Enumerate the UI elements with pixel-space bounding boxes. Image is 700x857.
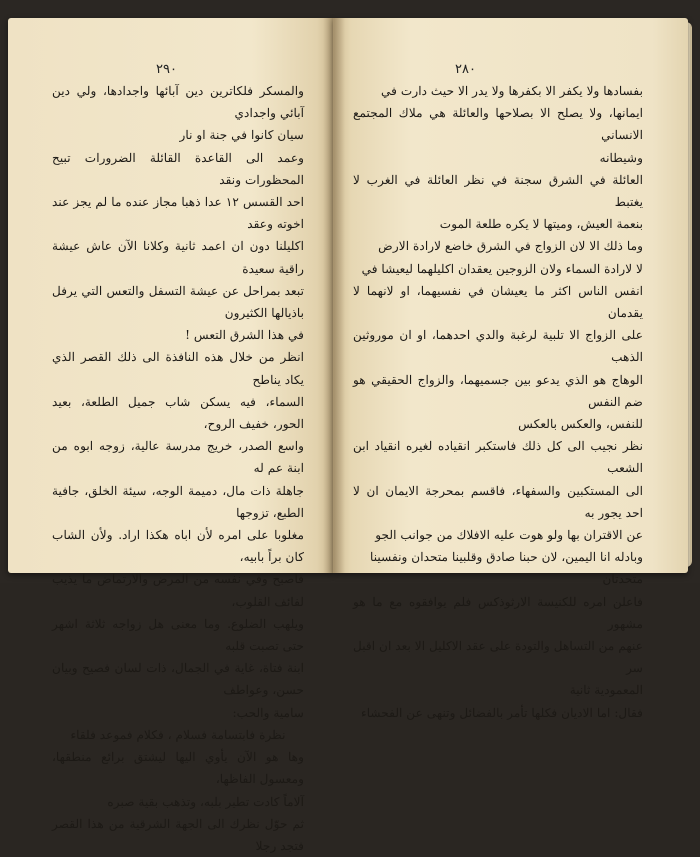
right-page-number: ٢٨٠: [455, 62, 476, 77]
text-line: واسع الصدر، خريج مدرسة عالية، زوجه ابوه من ابنة عم له: [52, 439, 304, 476]
text-line: بفسادها ولا يكفر الا بكفرها ولا يدر الا حيث دارت في: [381, 84, 643, 98]
text-line: الوهاج هو الذي يدعو بين جسميهما، والزواج الحقيقي هو ضم النفس: [353, 372, 643, 409]
text-line: فقال: اما الاديان فكلها تأمر بالفضائل وتنهى عن الفحشاء: [360, 705, 643, 720]
text-line: مغلوبا على امره لأن اباه هكذا اراد. ولأن الشاب كان براً بابيه،: [52, 528, 304, 565]
text-line: الى المستكبين والسفهاء، فاقسم بمحرجة الايمان ان لا احد يجور به: [353, 483, 643, 520]
text-line: بنعمة العيش، وميتها لا يكره طلعة الموت: [439, 217, 643, 232]
text-line: وشيطانه: [599, 150, 643, 165]
left-page-number: ٢٩٠: [156, 62, 177, 77]
text-line: اكليلنا دون ان اعمد ثانية وكلانا الآن عاش عيشة راقية سعيدة: [52, 239, 304, 276]
text-line: لا لارادة السماء ولان الزوجين يعقدان اكليلهما ليعيشا في: [361, 261, 643, 276]
text-line: فاعلن امره للكنيسة الارثوذكس فلم يوافقوه مع ما هو مشهور: [353, 594, 643, 631]
text-line: متحدتان: [602, 572, 643, 587]
text-line: وعمد الى القاعدة القائلة الضرورات تبيح المحظورات ونقد: [52, 150, 304, 187]
text-line: ابنة فتاة، غاية في الجمال، ذات لسان فصيح وبيان حسن، وعواطف: [52, 661, 304, 698]
text-line: العائلة في الشرق سجنة في نظر العائلة في الغرب لا يغتبط: [353, 172, 643, 210]
text-line: على الزواج الا تلبية لرغبة والدي احدهما، او ان موروثين الذهب: [353, 328, 643, 365]
text-line: فاصبح وفي نفسه من المرض والارتماض ما يذيب لفائف القلوب،: [52, 572, 304, 609]
verse-line: نظرة فابتسامة فسلام ، فكلام فموعد فلقاء: [70, 727, 286, 742]
text-line: والمسكر فلكاترين دين آبائها واجدادها، ولي دين آبائي واجدادي: [52, 84, 304, 121]
book-gutter: [323, 18, 345, 573]
left-page-text: [52, 80, 304, 857]
text-line: انفس الناس اكثر ما يعيشان في نفسيهما، او لانهما لا يقدمان: [353, 283, 643, 321]
text-line: وها هو الآن يأوي اليها ليشتق برائع منطقها، ومعسول الفاظها،: [52, 750, 304, 787]
text-line: سامية والحب:: [232, 705, 304, 720]
text-line: ثم حوّل نظرك الى الجهة الشرقية من هذا القصر فتجد رجلا: [52, 816, 304, 853]
text-line: آلاماً كادت تطير بلبه، وتذهب بقية صبره: [107, 794, 304, 809]
text-line: ايمانها، ولا يصلح الا بصلاحها والعائلة هي ملاك المجتمع الانساني: [353, 106, 643, 143]
text-line: في هذا الشرق التعس !: [185, 328, 304, 343]
text-line: احد القسس ١٢ عدا ذهبا مجاز عنده ما لم يجز عند اخوته وعقد: [52, 195, 304, 232]
text-line: جاهلة ذات مال، دميمة الوجه، سيئة الخلق، جافية الطبع، تزوجها: [52, 483, 304, 520]
text-line: وبادله انا اليمين، لان حبنا صادق وقلبينا متحدان ونفسينا: [370, 550, 643, 565]
text-line: نظر نجيب الى كل ذلك فاستكبر انقياده لغيره انقياد ابن الشعب: [353, 439, 643, 476]
text-line: ويلهب الضلوع. وما معنى هل زواجه ثلاثة اشهر حتى تصبت قلبه: [52, 616, 304, 654]
text-line: السماء، فيه يسكن شاب جميل الطلعة، بعيد الحور، خفيف الروح،: [52, 394, 304, 432]
text-line: عنهم من التساهل والتودة على عقد الاكليل الا بعد ان اقبل سر: [353, 639, 643, 676]
text-line: المعمودية ثانية: [569, 683, 643, 698]
text-line: وما ذلك الا لان الزواج في الشرق خاضع لارادة الارض: [378, 239, 643, 254]
text-line: سيان كانوا في جنة او نار: [179, 128, 304, 143]
text-line: للنفس، والعكس بالعكس: [518, 417, 643, 432]
open-book: [8, 18, 692, 853]
left-page: [8, 18, 333, 853]
right-page-text: [353, 80, 643, 724]
text-line: عن الاقتران بها ولو هوت عليه الافلاك من جوانب الجو: [375, 528, 643, 543]
text-line: انظر من خلال هذه النافذة الى ذلك القصر الذي يكاد يناطح: [52, 350, 304, 387]
text-line: تبعد بمراحل عن عيشة التسفل والتعس التي يرفل باذيالها الكثيرون: [52, 283, 304, 321]
